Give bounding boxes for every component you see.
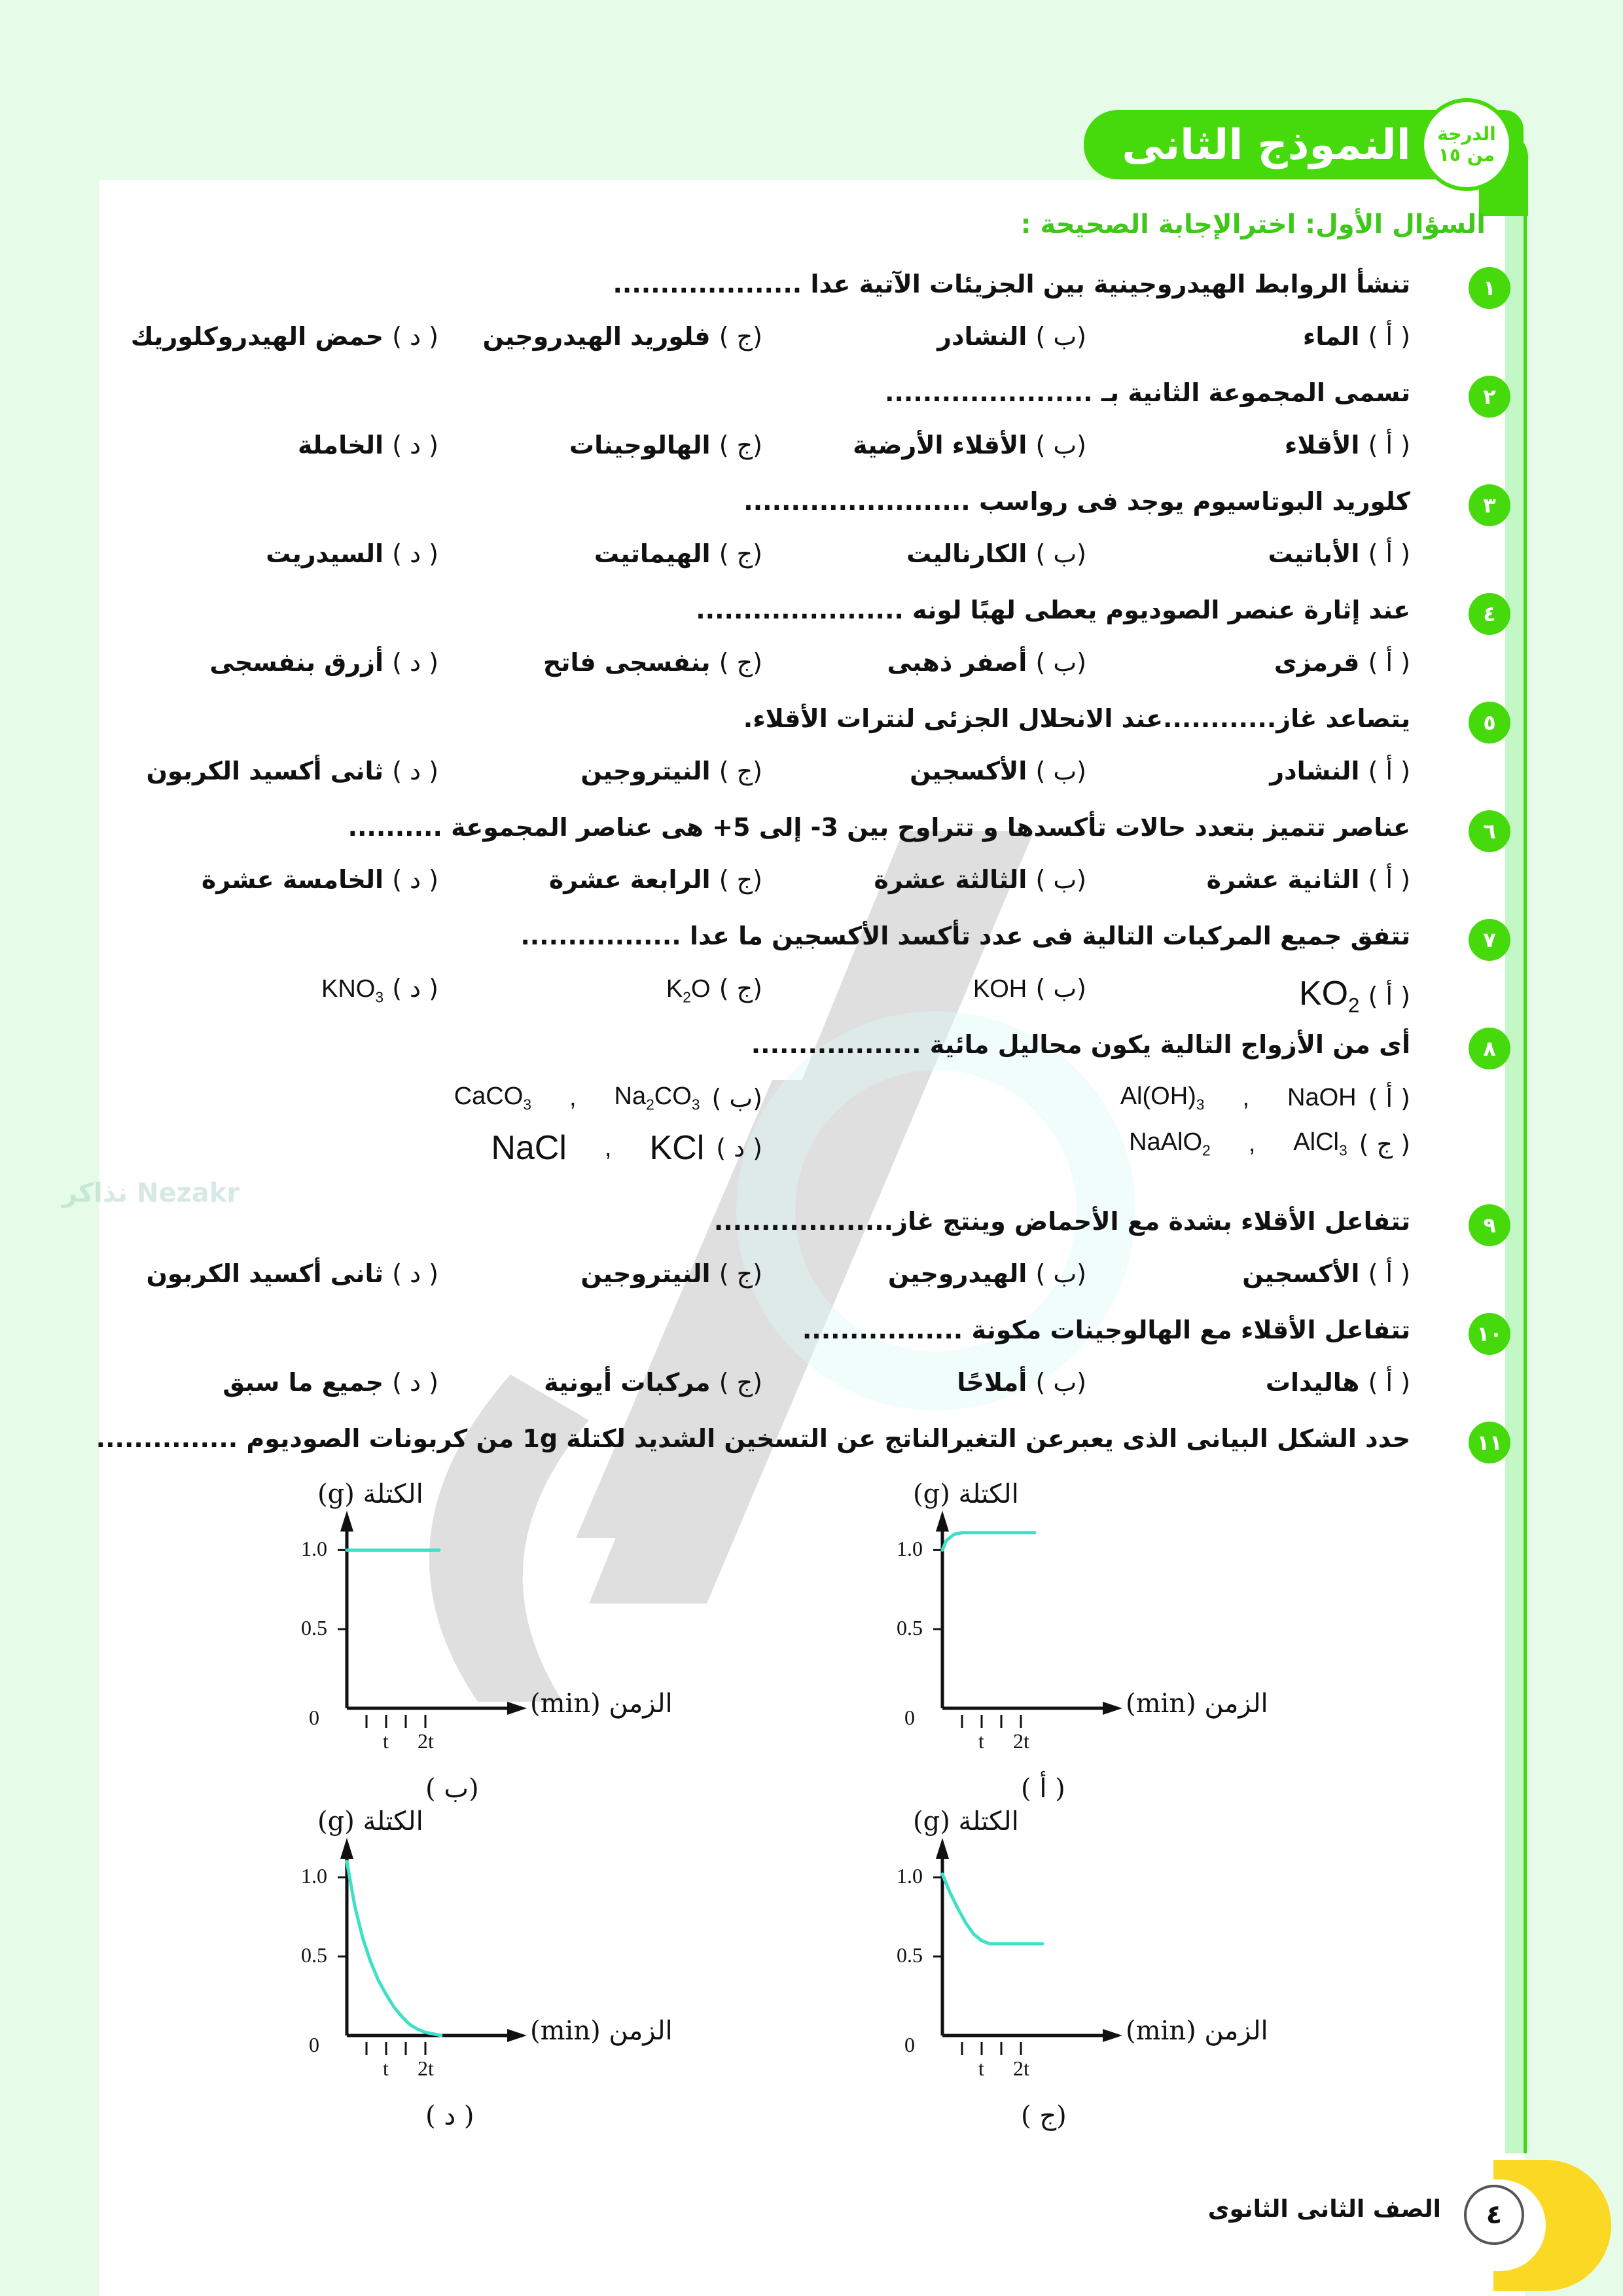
chemical-formula <box>1287 1084 1357 1112</box>
question-text: أى من الأزواج التالية يكون محاليل مائية .................. <box>751 1030 1410 1059</box>
option-d[interactable] <box>266 539 438 568</box>
option-text: النيتروجين <box>580 757 711 785</box>
option-label: ( د ) <box>392 1368 438 1397</box>
x-axis-label: الزمن (min) <box>530 1689 673 1719</box>
option-label: (ج ) <box>719 757 762 785</box>
y-tick-label: 0.5 <box>301 1616 327 1640</box>
question-number-badge: ٤ <box>1469 593 1510 635</box>
question-number-badge: ٦ <box>1469 810 1510 852</box>
option-text: الماء <box>1302 322 1360 351</box>
y-tick-label: 0 <box>904 2033 915 2056</box>
formula-part: KCl <box>649 1129 705 1167</box>
options-row <box>128 1368 1410 1407</box>
option-label: (ب ) <box>1035 757 1086 785</box>
option-c[interactable] <box>543 648 762 677</box>
option-text: ثانى أكسيد الكربون <box>146 757 384 785</box>
option-label: ( د ) <box>392 648 438 677</box>
option-label: ( أ ) <box>1368 1083 1410 1113</box>
option-text: الثالثة عشرة <box>874 865 1027 894</box>
option-c[interactable] <box>549 865 762 894</box>
options-row <box>128 1259 1410 1299</box>
page-title: النموذج الثانى <box>1122 121 1411 170</box>
option-text: ثانى أكسيد الكربون <box>146 1259 384 1288</box>
chemical-formula <box>491 1128 567 1168</box>
option-text: الأكسجين <box>910 757 1027 785</box>
x-axis-arrow <box>1103 1702 1122 1715</box>
options-row <box>128 539 1410 579</box>
option-text: الخامسة عشرة <box>201 865 384 894</box>
option-text: الخاملة <box>297 431 384 459</box>
option-label: (ب ) <box>1035 1368 1086 1397</box>
y-axis-arrow <box>936 1511 949 1532</box>
option-d[interactable] <box>147 757 439 785</box>
formula-part: CO <box>654 1083 692 1110</box>
mass-curve <box>942 1874 1043 1944</box>
pair-separator: , <box>604 1134 612 1162</box>
x-tick-label: 2t <box>1013 1729 1029 1753</box>
option-c[interactable] <box>569 431 762 459</box>
grade-label: الدرجة <box>1437 123 1496 145</box>
x-axis-label: الزمن (min) <box>530 2016 673 2046</box>
option-a[interactable] <box>1266 1368 1410 1397</box>
graph-svg <box>877 1813 1374 2127</box>
option-label: (ب ) <box>1035 974 1086 1003</box>
y-tick-label: 0.5 <box>897 1616 923 1640</box>
page-number: ٤ <box>1464 2185 1524 2245</box>
chemical-formula <box>1120 1083 1205 1114</box>
option-a[interactable] <box>1207 865 1410 894</box>
y-tick-label: 0 <box>309 2033 319 2056</box>
mass-time-graph <box>281 1806 779 2131</box>
grade-value: من ١٥ <box>1438 144 1495 166</box>
pair-separator: , <box>1248 1130 1256 1158</box>
chemical-formula <box>649 1128 704 1168</box>
graph-caption: ( أ ) <box>1021 1774 1065 1804</box>
option-label: ( أ ) <box>1368 982 1410 1011</box>
option-text: أزرق بنفسجى <box>209 648 384 677</box>
option-label: ( د ) <box>392 757 438 785</box>
x-tick-label: t <box>978 1729 984 1753</box>
formula-part: CaCO <box>454 1083 524 1110</box>
x-tick-label: t <box>978 2056 984 2080</box>
options-row <box>128 431 1410 470</box>
y-tick-label: 1.0 <box>301 1537 327 1561</box>
option-d[interactable] <box>223 1368 438 1397</box>
formula-part: KO <box>1298 975 1349 1013</box>
x-axis-arrow <box>1103 2029 1122 2042</box>
option-label: ( أ ) <box>1368 865 1410 894</box>
option-b[interactable] <box>887 648 1086 677</box>
option-label: (ب ) <box>1035 865 1086 894</box>
option-d[interactable] <box>202 865 438 894</box>
option-text: أملاحًا <box>957 1368 1027 1397</box>
question-text: تنشأ الروابط الهيدروجينية بين الجزيئات الآتية عدا .................... <box>613 270 1410 298</box>
question-number-badge: ٢ <box>1469 376 1510 418</box>
y-tick-label: 1.0 <box>897 1537 923 1561</box>
option-text: الرابعة عشرة <box>548 865 711 894</box>
option-label: ( د ) <box>392 865 438 894</box>
option-c[interactable] <box>580 1259 762 1288</box>
pair-option[interactable] <box>491 1128 762 1168</box>
option-c[interactable] <box>580 757 762 785</box>
section-title: السؤال الأول: اخترالإجابة الصحيحة : <box>1020 209 1486 240</box>
option-text: الأباتيت <box>1268 539 1360 568</box>
options-row <box>128 865 1410 905</box>
footer-grade-text: الصف الثانى الثانوى <box>1207 2196 1441 2223</box>
chemical-formula <box>1129 1128 1211 1160</box>
option-text: أصفر ذهبى <box>887 648 1027 677</box>
chemical-formula <box>321 975 383 1007</box>
option-b[interactable] <box>957 1368 1086 1397</box>
option-label: ( أ ) <box>1368 539 1410 568</box>
option-text: الهالوجينات <box>569 431 711 459</box>
option-d[interactable] <box>131 322 438 351</box>
option-label: ( أ ) <box>1368 431 1410 459</box>
option-text: الأقلاء <box>1284 431 1360 459</box>
graph-svg <box>281 1486 779 1800</box>
option-label: ( أ ) <box>1368 757 1410 785</box>
option-text: النشادر <box>937 322 1027 351</box>
question-number-badge: ١١ <box>1469 1422 1510 1463</box>
y-axis-arrow <box>340 1838 353 1859</box>
option-text: الكارناليت <box>906 539 1027 568</box>
question-number-badge: ٨ <box>1469 1028 1510 1069</box>
formula-subscript: 2 <box>683 988 691 1006</box>
option-text: النشادر <box>1270 757 1360 785</box>
x-axis-arrow <box>507 1702 527 1715</box>
option-label: (ج ) <box>719 322 762 351</box>
option-label: ( د ) <box>392 974 438 1003</box>
y-axis-label: الكتلة (g) <box>913 1806 1019 1837</box>
x-tick-label: 2t <box>418 1729 434 1753</box>
pair-option[interactable] <box>1120 1083 1410 1114</box>
y-axis-arrow <box>340 1511 353 1532</box>
option-c[interactable] <box>483 322 762 351</box>
pair-option[interactable] <box>1129 1128 1410 1160</box>
y-tick-label: 1.0 <box>897 1864 923 1888</box>
option-label: (ب ) <box>1035 648 1086 677</box>
option-c[interactable] <box>544 1368 762 1397</box>
formula-subscript: 3 <box>375 988 384 1006</box>
option-label: ( أ ) <box>1368 648 1410 677</box>
mass-time-graph <box>877 1806 1374 2131</box>
graph-svg <box>877 1486 1374 1800</box>
mass-time-graph <box>281 1479 779 1804</box>
x-axis-label: الزمن (min) <box>1126 1689 1268 1719</box>
option-label: (ج ) <box>719 974 762 1003</box>
chemical-formula <box>454 1083 531 1114</box>
formula-part: Na <box>614 1083 647 1110</box>
option-text: الهيماتيت <box>594 539 711 568</box>
option-label: (ج ) <box>719 431 762 459</box>
formula-subscript: 2 <box>1202 1141 1211 1159</box>
option-d[interactable] <box>147 1259 439 1288</box>
graph-svg <box>281 1813 779 2127</box>
question-text: يتصاعد غاز............عند الانحلال الجزئى لنترات الأقلاء. <box>743 704 1410 733</box>
option-label: ( ج ) <box>1359 1129 1410 1158</box>
question-text: تسمى المجموعة الثانية بـ ...................... <box>885 378 1410 407</box>
question-number-badge: ٥ <box>1469 702 1510 744</box>
x-axis-arrow <box>507 2029 527 2042</box>
option-b[interactable] <box>937 322 1086 351</box>
y-tick-label: 0.5 <box>897 1943 923 1967</box>
y-axis-label: الكتلة (g) <box>913 1479 1019 1509</box>
option-text: هاليدات <box>1265 1368 1360 1397</box>
y-tick-label: 0 <box>309 1706 319 1729</box>
option-label: (ج ) <box>719 648 762 677</box>
chemical-formula <box>1293 1128 1347 1160</box>
option-a[interactable] <box>1270 757 1410 785</box>
option-c[interactable] <box>666 974 762 1007</box>
formula-part: O <box>690 975 711 1003</box>
option-a[interactable] <box>1274 648 1410 677</box>
question-number-badge: ٩ <box>1469 1204 1510 1246</box>
question-text: عند إثارة عنصر الصوديوم يعطى لهبًا لونه ...................... <box>696 596 1410 624</box>
chemical-formula <box>615 1083 700 1114</box>
question-text: تتفاعل الأقلاء بشدة مع الأحماض وينتج غاز................... <box>713 1207 1410 1236</box>
question-number-badge: ٣ <box>1469 484 1510 526</box>
option-label: ( د ) <box>392 431 438 459</box>
option-text: الأكسجين <box>1242 1259 1360 1288</box>
question-text: حدد الشكل البيانى الذى يعبرعن التغيرالناتج عن التسخين الشديد لكتلة 1g من كربونات الصوديوم ............... <box>96 1424 1410 1453</box>
option-b[interactable] <box>874 865 1086 894</box>
formula-subscript: 3 <box>691 1096 700 1113</box>
option-text: الثانية عشرة <box>1206 865 1360 894</box>
question-text: تتفاعل الأقلاء مع الهالوجينات مكونة ................. <box>802 1316 1410 1344</box>
options-row <box>128 974 1410 1017</box>
mass-curve <box>942 1533 1035 1551</box>
formula-subscript: 3 <box>1196 1096 1205 1113</box>
option-a[interactable] <box>1242 1259 1410 1288</box>
pair-separator: , <box>1242 1084 1250 1112</box>
option-text: قرمزى <box>1274 648 1360 677</box>
option-label: (ب ) <box>1035 1259 1086 1288</box>
formula-part: NaOH <box>1287 1084 1357 1112</box>
option-d[interactable] <box>298 431 438 459</box>
chemical-formula <box>666 975 711 1007</box>
formula-subscript: 2 <box>646 1096 654 1113</box>
formula-part: AlCl <box>1293 1128 1339 1156</box>
pair-option[interactable] <box>454 1083 762 1114</box>
y-tick-label: 0 <box>904 1706 915 1729</box>
option-b[interactable] <box>906 539 1086 568</box>
formula-subscript: 3 <box>523 1096 531 1113</box>
option-label: (ج ) <box>719 1259 762 1288</box>
option-text: مركبات أيونية <box>544 1368 711 1397</box>
option-text: بنفسجى فاتح <box>543 648 711 677</box>
graph-caption: ( د ) <box>425 2101 474 2131</box>
formula-subscript: 2 <box>1348 994 1360 1017</box>
option-d[interactable] <box>321 974 438 1007</box>
option-label: ( أ ) <box>1368 322 1410 351</box>
option-text: النيتروجين <box>580 1259 711 1288</box>
option-a[interactable] <box>1268 539 1410 568</box>
mass-time-graph <box>877 1479 1374 1804</box>
option-label: ( أ ) <box>1368 1368 1410 1397</box>
pair-separator: , <box>569 1084 577 1112</box>
option-text: الأقلاء الأرضية <box>853 431 1027 459</box>
option-text: فلوريد الهيدروجين <box>482 322 711 351</box>
option-text: السيدريت <box>266 539 384 568</box>
question-number-badge: ١ <box>1469 267 1510 309</box>
option-a[interactable] <box>1299 974 1410 1017</box>
right-margin-band <box>1505 157 1524 2153</box>
options-row <box>128 648 1410 687</box>
option-b[interactable] <box>973 974 1086 1003</box>
question-number-badge: ٧ <box>1469 919 1510 961</box>
options-row <box>128 757 1410 796</box>
option-label: (ج ) <box>719 865 762 894</box>
x-tick-label: 2t <box>1013 2056 1029 2080</box>
option-a[interactable] <box>1285 431 1410 459</box>
question-number-badge: ١٠ <box>1469 1313 1510 1355</box>
option-label: (ج ) <box>719 1368 762 1397</box>
formula-part: NaAlO <box>1129 1128 1203 1156</box>
graph-caption: (ج ) <box>1021 2101 1067 2131</box>
grade-badge <box>1420 98 1513 191</box>
y-axis-label: الكتلة (g) <box>317 1806 423 1837</box>
option-label: (ج ) <box>719 539 762 568</box>
x-axis-label: الزمن (min) <box>1126 2016 1268 2046</box>
option-text: الهيدروجين <box>887 1259 1027 1288</box>
option-a[interactable] <box>1303 322 1410 351</box>
side-watermark-logo: Nezakr نذاكر <box>62 1178 240 1208</box>
question-text: كلوريد البوتاسيوم يوجد فى رواسب ........................ <box>743 487 1410 516</box>
y-tick-label: 1.0 <box>301 1864 327 1888</box>
formula-part: NaCl <box>491 1129 567 1167</box>
option-d[interactable] <box>209 648 438 677</box>
formula-part: Al(OH) <box>1120 1083 1196 1110</box>
option-b[interactable] <box>910 757 1086 785</box>
chemical-formula <box>1299 974 1360 1017</box>
option-label: (ب ) <box>1035 539 1086 568</box>
y-tick-label: 0.5 <box>301 1943 327 1967</box>
option-label: ( د ) <box>392 539 438 568</box>
formula-part: K <box>666 975 683 1003</box>
option-label: (ب ) <box>1035 431 1086 459</box>
option-label: ( د ) <box>716 1134 762 1162</box>
option-c[interactable] <box>594 539 762 568</box>
right-margin-line <box>1524 151 1527 2153</box>
formula-subscript: 3 <box>1338 1141 1347 1159</box>
option-label: ( أ ) <box>1368 1259 1410 1288</box>
x-tick-label: t <box>383 2056 389 2080</box>
graph-caption: (ب ) <box>425 1774 479 1804</box>
formula-part: KNO <box>321 975 376 1003</box>
chemical-formula <box>973 975 1027 1003</box>
mass-curve <box>347 1861 441 2036</box>
option-label: ( د ) <box>392 1259 438 1288</box>
option-b[interactable] <box>888 1259 1086 1288</box>
x-tick-label: 2t <box>418 2056 434 2080</box>
question-text: عناصر تتميز بتعدد حالات تأكسدها و تتراوح بين 3- إلى 5+ هى عناصر المجموعة .......... <box>348 813 1410 842</box>
option-label: ( د ) <box>392 322 438 351</box>
question-text: تتفق جميع المركبات التالية فى عدد تأكسد الأكسجين ما عدا ................. <box>520 922 1410 950</box>
option-b[interactable] <box>853 431 1086 459</box>
option-label: (ب ) <box>711 1083 762 1113</box>
option-text: حمض الهيدروكلوريك <box>130 322 384 351</box>
y-axis-label: الكتلة (g) <box>317 1479 423 1509</box>
option-text: جميع ما سبق <box>223 1368 384 1397</box>
y-axis-arrow <box>936 1838 949 1859</box>
options-row <box>128 322 1410 361</box>
x-tick-label: t <box>383 1729 389 1753</box>
formula-part: KOH <box>972 975 1027 1003</box>
option-label: (ب ) <box>1035 322 1086 351</box>
